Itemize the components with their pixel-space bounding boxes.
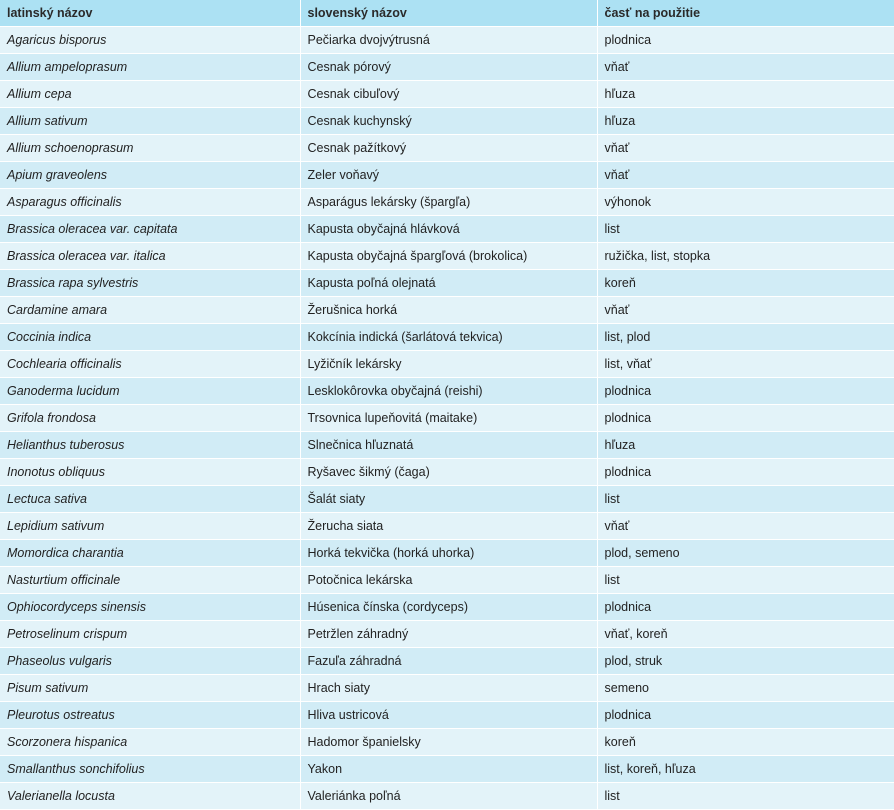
table-row (0, 162, 894, 189)
slovak-name-cell: Šalát siaty (300, 486, 597, 513)
slovak-name-cell: Cesnak cibuľový (300, 81, 597, 108)
slovak-name-cell: Trsovnica lupeňovitá (maitake) (300, 405, 597, 432)
latin-name-cell: Ophiocordyceps sinensis (0, 594, 300, 621)
table-row (0, 270, 894, 297)
latin-name-cell: Phaseolus vulgaris (0, 648, 300, 675)
latin-name-cell: Smallanthus sonchifolius (0, 756, 300, 783)
latin-name-cell: Helianthus tuberosus (0, 432, 300, 459)
latin-name-cell: Agaricus bisporus (0, 27, 300, 54)
header-latin-name: latinský názov (0, 0, 300, 27)
part-used-cell: vňať (597, 162, 894, 189)
table-row (0, 378, 894, 405)
slovak-name-cell: Lyžičník lekársky (300, 351, 597, 378)
slovak-name-cell: Zeler voňavý (300, 162, 597, 189)
table-body (0, 27, 894, 810)
part-used-cell: list (597, 567, 894, 594)
slovak-name-cell: Slnečnica hľuznatá (300, 432, 597, 459)
slovak-name-cell: Horká tekvička (horká uhorka) (300, 540, 597, 567)
table-row (0, 729, 894, 756)
latin-name-cell: Cochlearia officinalis (0, 351, 300, 378)
part-used-cell: list, koreň, hľuza (597, 756, 894, 783)
part-used-cell: ružička, list, stopka (597, 243, 894, 270)
latin-name-cell: Asparagus officinalis (0, 189, 300, 216)
slovak-name-cell: Kapusta obyčajná hlávková (300, 216, 597, 243)
latin-name-cell: Allium cepa (0, 81, 300, 108)
slovak-name-cell: Petržlen záhradný (300, 621, 597, 648)
table-row (0, 783, 894, 810)
part-used-cell: plod, semeno (597, 540, 894, 567)
part-used-cell: list, vňať (597, 351, 894, 378)
slovak-name-cell: Hliva ustricová (300, 702, 597, 729)
slovak-name-cell: Asparágus lekársky (špargľa) (300, 189, 597, 216)
part-used-cell: vňať (597, 297, 894, 324)
table-row (0, 567, 894, 594)
table-row (0, 621, 894, 648)
table-row (0, 540, 894, 567)
table-row (0, 81, 894, 108)
header-slovak-name: slovenský názov (300, 0, 597, 27)
part-used-cell: koreň (597, 729, 894, 756)
slovak-name-cell: Žerušnica horká (300, 297, 597, 324)
part-used-cell: plodnica (597, 459, 894, 486)
part-used-cell: vňať (597, 54, 894, 81)
latin-name-cell: Lectuca sativa (0, 486, 300, 513)
table-row (0, 513, 894, 540)
table-row (0, 648, 894, 675)
slovak-name-cell: Cesnak kuchynský (300, 108, 597, 135)
part-used-cell: vňať (597, 135, 894, 162)
part-used-cell: hľuza (597, 432, 894, 459)
header-part-used: časť na použitie (597, 0, 894, 27)
slovak-name-cell: Yakon (300, 756, 597, 783)
slovak-name-cell: Pečiarka dvojvýtrusná (300, 27, 597, 54)
latin-name-cell: Allium ampeloprasum (0, 54, 300, 81)
part-used-cell: semeno (597, 675, 894, 702)
latin-name-cell: Cardamine amara (0, 297, 300, 324)
table-row (0, 702, 894, 729)
table-row (0, 216, 894, 243)
part-used-cell: hľuza (597, 108, 894, 135)
table-row (0, 324, 894, 351)
part-used-cell: plodnica (597, 27, 894, 54)
table-row (0, 27, 894, 54)
latin-name-cell: Apium graveolens (0, 162, 300, 189)
slovak-name-cell: Húsenica čínska (cordyceps) (300, 594, 597, 621)
slovak-name-cell: Kapusta poľná olejnatá (300, 270, 597, 297)
slovak-name-cell: Ryšavec šikmý (čaga) (300, 459, 597, 486)
latin-name-cell: Grifola frondosa (0, 405, 300, 432)
slovak-name-cell: Cesnak pórový (300, 54, 597, 81)
latin-name-cell: Allium schoenoprasum (0, 135, 300, 162)
slovak-name-cell: Hrach siaty (300, 675, 597, 702)
latin-name-cell: Inonotus obliquus (0, 459, 300, 486)
slovak-name-cell: Lesklokôrovka obyčajná (reishi) (300, 378, 597, 405)
table-row (0, 135, 894, 162)
part-used-cell: list (597, 783, 894, 810)
latin-name-cell: Pleurotus ostreatus (0, 702, 300, 729)
part-used-cell: plod, struk (597, 648, 894, 675)
latin-name-cell: Pisum sativum (0, 675, 300, 702)
part-used-cell: plodnica (597, 378, 894, 405)
part-used-cell: vňať, koreň (597, 621, 894, 648)
part-used-cell: list (597, 216, 894, 243)
latin-name-cell: Brassica oleracea var. italica (0, 243, 300, 270)
table-row (0, 54, 894, 81)
table-row (0, 432, 894, 459)
slovak-name-cell: Kokcínia indická (šarlátová tekvica) (300, 324, 597, 351)
slovak-name-cell: Hadomor španielsky (300, 729, 597, 756)
part-used-cell: plodnica (597, 405, 894, 432)
part-used-cell: plodnica (597, 702, 894, 729)
part-used-cell: vňať (597, 513, 894, 540)
table-row (0, 243, 894, 270)
table-header (0, 0, 894, 27)
latin-name-cell: Valerianella locusta (0, 783, 300, 810)
table-row (0, 594, 894, 621)
part-used-cell: plodnica (597, 594, 894, 621)
slovak-name-cell: Cesnak pažítkový (300, 135, 597, 162)
slovak-name-cell: Valeriánka poľná (300, 783, 597, 810)
part-used-cell: hľuza (597, 81, 894, 108)
table-row (0, 189, 894, 216)
part-used-cell: výhonok (597, 189, 894, 216)
slovak-name-cell: Potočnica lekárska (300, 567, 597, 594)
latin-name-cell: Allium sativum (0, 108, 300, 135)
latin-name-cell: Brassica oleracea var. capitata (0, 216, 300, 243)
slovak-name-cell: Fazuľa záhradná (300, 648, 597, 675)
latin-name-cell: Nasturtium officinale (0, 567, 300, 594)
slovak-name-cell: Žerucha siata (300, 513, 597, 540)
table-row (0, 297, 894, 324)
part-used-cell: koreň (597, 270, 894, 297)
table-row (0, 405, 894, 432)
header-row (0, 0, 894, 27)
table-row (0, 486, 894, 513)
table-row (0, 108, 894, 135)
latin-name-cell: Petroselinum crispum (0, 621, 300, 648)
table-row (0, 351, 894, 378)
slovak-name-cell: Kapusta obyčajná špargľová (brokolica) (300, 243, 597, 270)
latin-name-cell: Brassica rapa sylvestris (0, 270, 300, 297)
latin-name-cell: Lepidium sativum (0, 513, 300, 540)
latin-name-cell: Coccinia indica (0, 324, 300, 351)
latin-name-cell: Scorzonera hispanica (0, 729, 300, 756)
table-row (0, 459, 894, 486)
table-row (0, 756, 894, 783)
latin-name-cell: Ganoderma lucidum (0, 378, 300, 405)
latin-name-cell: Momordica charantia (0, 540, 300, 567)
table-row (0, 675, 894, 702)
part-used-cell: list (597, 486, 894, 513)
part-used-cell: list, plod (597, 324, 894, 351)
